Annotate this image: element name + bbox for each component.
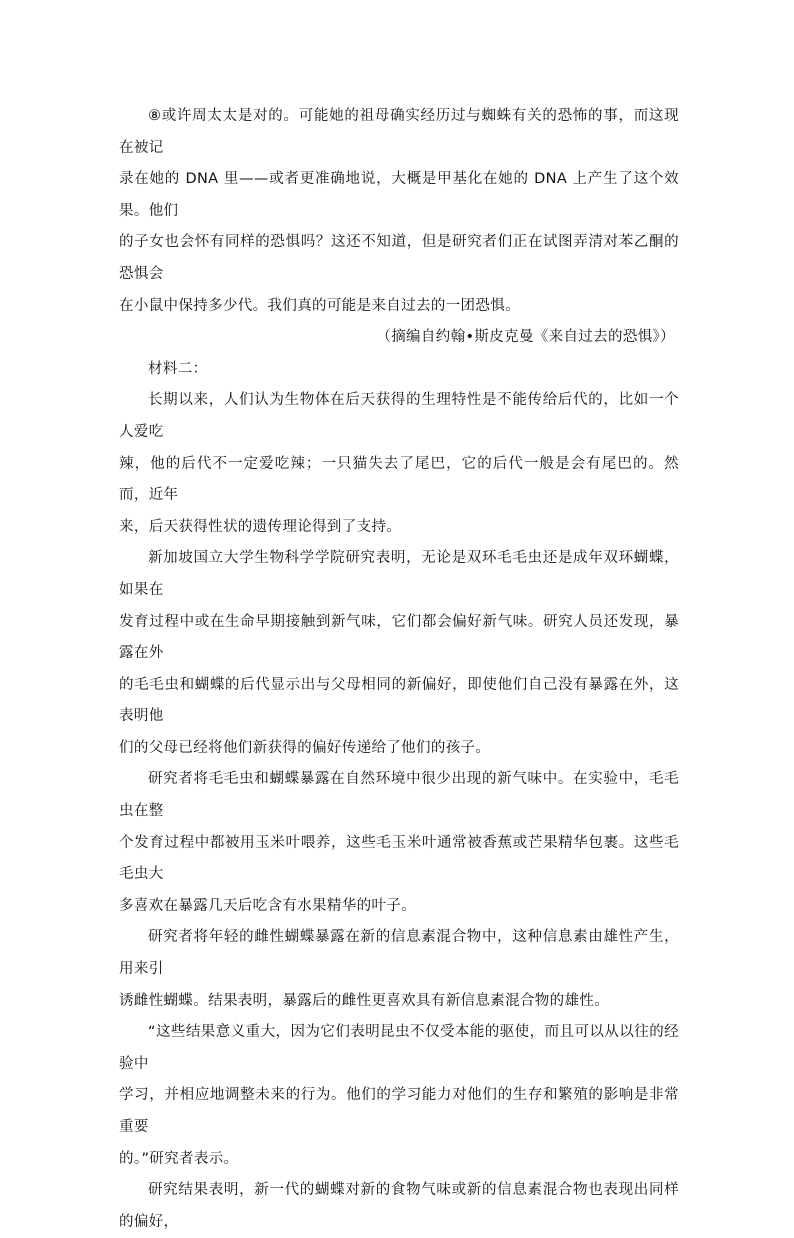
text-line: 们的父母已经将他们新获得的偏好传递给了他们的孩子。 <box>119 739 491 756</box>
text-line: 研究者将毛毛虫和蝴蝶暴露在自然环境中很少出现的新气味中。在实验中，毛毛虫在整 <box>119 771 679 820</box>
text-line: 研究者将年轻的雌性蝴蝶暴露在新的信息素混合物中，这种信息素由雄性产生，用来引 <box>119 929 679 978</box>
text-line: 的毛毛虫和蝴蝶的后代显示出与父母相同的新偏好，即使他们自己没有暴露在外，这表明他 <box>119 676 679 725</box>
text-line: 诱雌性蝴蝶。结果表明，暴露后的雌性更喜欢具有新信息素混合物的雄性。 <box>119 992 610 1009</box>
text-line: 在小鼠中保持多少代。我们真的可能是来自过去的一团恐惧。 <box>119 297 520 314</box>
text-line: 新加坡国立大学生物科学学院研究表明，无论是双环毛毛虫还是成年双环蝴蝶，如果在 <box>119 550 679 598</box>
material-two-paragraph-1 <box>119 385 679 543</box>
material-two-paragraph-3 <box>119 764 679 922</box>
paragraph-8 <box>119 101 679 322</box>
text-line: 来，后天获得性状的遗传理论得到了支持。 <box>119 518 402 535</box>
source-citation: （摘编自约翰•斯皮克曼《来自过去的恐惧》） <box>376 329 675 346</box>
text-line: 辣，他的后代不一定爱吃辣；一只猫失去了尾巴，它的后代一般是会有尾巴的。然而，近年 <box>119 455 679 504</box>
text-line: 多喜欢在暴露几天后吃含有水果精华的叶子。 <box>119 897 416 914</box>
material-two-paragraph-5 <box>119 1017 679 1175</box>
text-line: ⑧或许周太太是对的。可能她的祖母确实经历过与蜘蛛有关的恐怖的事，而这现在被记 <box>119 108 679 156</box>
text-line: 录在她的 DNA 里——或者更准确地说，大概是甲基化在她的 DNA 上产生了这个效果。他们 <box>119 171 679 219</box>
text-line: 个发育过程中都被用玉米叶喂养，这些毛玉米叶通常被香蕉或芒果精华包裹。这些毛毛虫大 <box>119 834 679 883</box>
material-two-heading: 材料二： <box>148 360 208 377</box>
text-line: 的子女也会怀有同样的恐惧吗？这还不知道，但是研究者们正在试图弄清对苯乙酮的恐惧会 <box>119 234 679 282</box>
text-line: 发育过程中或在生命早期接触到新气味，它们都会偏好新气味。研究人员还发现，暴露在外 <box>119 613 679 662</box>
material-two-paragraph-2 <box>119 543 679 764</box>
text-line: 研究结果表明，新一代的蝴蝶对新的食物气味或新的信息素混合物也表现出同样的偏好， <box>119 1182 679 1230</box>
text-line: 的。”研究者表示。 <box>119 1150 239 1167</box>
text-line: “这些结果意义重大，因为它们表明昆虫不仅受本能的驱使，而且可以从以往的经验中 <box>119 1024 679 1072</box>
text-line: 长期以来，人们认为生物体在后天获得的生理特性是不能传给后代的，比如一个人爱吃 <box>119 392 679 440</box>
text-line: 学习，并相应地调整未来的行为。他们的学习能力对他们的生存和繁殖的影响是非常重要 <box>119 1087 679 1135</box>
material-two-paragraph-4 <box>119 922 679 1017</box>
document-body <box>119 101 679 1238</box>
material-two-paragraph-6 <box>119 1175 679 1238</box>
